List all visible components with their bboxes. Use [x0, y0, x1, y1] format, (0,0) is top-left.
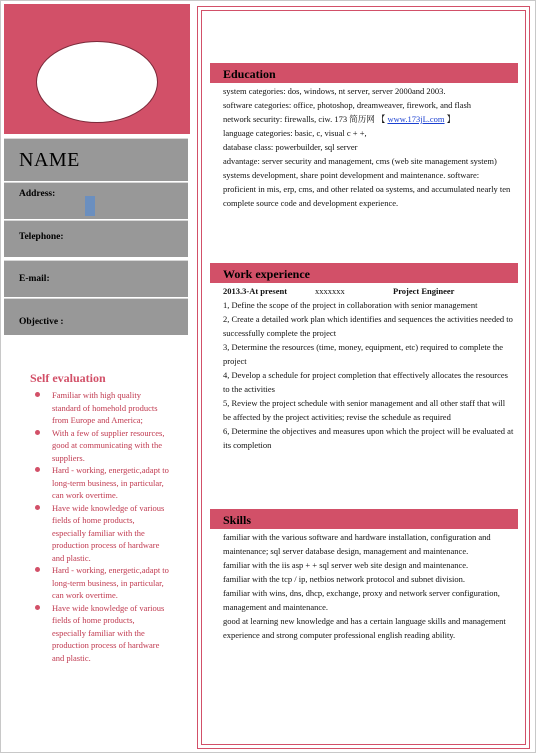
work-company: xxxxxxx: [315, 286, 345, 296]
website-link[interactable]: www.173jL.com: [387, 114, 445, 124]
skills-item: familiar with the tcp / ip, netbios network protocol and subnet division.: [223, 574, 465, 584]
telephone-label: Telephone:: [19, 232, 64, 242]
photo-placeholder[interactable]: [36, 41, 158, 123]
skills-body: [210, 530, 518, 642]
name-bar: [4, 138, 188, 181]
address-label: Address:: [19, 189, 56, 199]
work-header: [210, 263, 518, 283]
list-item: Have wide knowledge of various fields of home products, especially familiar with the production process of hardware and plastic.: [30, 602, 170, 665]
text-cursor-marker: [85, 196, 95, 216]
bullet-icon: [35, 392, 40, 397]
education-line: software categories: office, photoshop, dreamweaver, firework, and flash: [223, 100, 472, 110]
education-line: database class: powerbuilder, sql server: [223, 142, 358, 152]
work-body: [210, 284, 518, 452]
telephone-bar: [4, 220, 188, 257]
work-position: Project Engineer: [393, 286, 455, 296]
email-label: E-mail:: [19, 274, 50, 284]
skills-item: familiar with the iis asp + + sql server web site design and maintenance.: [223, 560, 469, 570]
skills-title: Skills: [223, 513, 252, 527]
list-item: Hard - working, energetic,adapt to long-term business, in particular, can work overtime.: [30, 464, 170, 502]
skills-section: [210, 509, 518, 642]
bullet-icon: [35, 430, 40, 435]
education-section: [210, 63, 518, 210]
education-line: language categories: basic, c, visual c + +,: [223, 128, 367, 138]
skills-item: good at learning new knowledge and has a certain language skills and management experience and strong computer professional english reading ability.: [223, 616, 506, 640]
list-item: Have wide knowledge of various fields of home products, especially familiar with the production process of hardware and plastic.: [30, 502, 170, 565]
list-item: Hard - working, energetic,adapt to long-term business, in particular, can work overtime.: [30, 564, 170, 602]
right-panel: [197, 6, 530, 749]
bullet-icon: [35, 505, 40, 510]
work-date: 2013.3-At present: [223, 286, 288, 296]
work-item: 3, Determine the resources (time, money, equipment, etc) required to complete the project: [223, 342, 504, 366]
education-body: [210, 84, 518, 210]
self-evaluation-list: [30, 389, 170, 664]
bullet-icon: [35, 567, 40, 572]
work-item: 2, Create a detailed work plan which identifies and sequences the activities needed to successfully complete the project: [223, 314, 513, 338]
education-line: advantage: server security and management, cms (web site management system) systems development, share point development and maintenance. software: proficient in mis, erp, cms, and other related oa systems, and accumulated nearly ten complete source code and development experience.: [223, 156, 511, 208]
list-item: With a few of supplier resources, good at communicating with the suppliers.: [30, 427, 170, 465]
education-header: [210, 63, 518, 83]
objective-bar: [4, 298, 188, 335]
work-item: 4, Develop a schedule for project completion that effectively allocates the resources to the activities: [223, 370, 508, 394]
education-title: Education: [223, 67, 276, 81]
name-text[interactable]: NAME: [19, 149, 80, 171]
work-item: 6, Determine the objectives and measures upon which the project will be evaluated at its completion: [223, 426, 514, 450]
work-section: [210, 263, 518, 452]
bullet-icon: [35, 605, 40, 610]
self-evaluation-section: [30, 371, 170, 664]
work-title: Work experience: [223, 267, 310, 281]
work-position-line: [223, 284, 514, 298]
work-item: 5, Review the project schedule with senior management and all other staff that will be affected by the project activities; revise the schedule as required: [223, 398, 506, 422]
email-bar: [4, 260, 188, 297]
education-line: network security: firewalls, ciw. 173 简历网 【 www.173jL.com 】: [223, 114, 456, 124]
address-bar: [4, 182, 188, 219]
education-line: system categories: dos, windows, nt server, server 2000and 2003.: [223, 86, 446, 96]
skills-header: [210, 509, 518, 529]
skills-item: familiar with the various software and hardware installation, configuration and maintenance; sql server database design, management and maintenance.: [223, 532, 491, 556]
self-evaluation-title: Self evaluation: [30, 371, 106, 385]
photo-block: [4, 4, 190, 134]
list-item: Familiar with high quality standard of homehold products from Europe and America;: [30, 389, 170, 427]
skills-item: familiar with wins, dns, dhcp, exchange, proxy and network server configuration, management and maintenance.: [223, 588, 500, 612]
work-item: 1, Define the scope of the project in collaboration with senior management: [223, 300, 478, 310]
bullet-icon: [35, 467, 40, 472]
objective-label: Objective :: [19, 317, 64, 327]
